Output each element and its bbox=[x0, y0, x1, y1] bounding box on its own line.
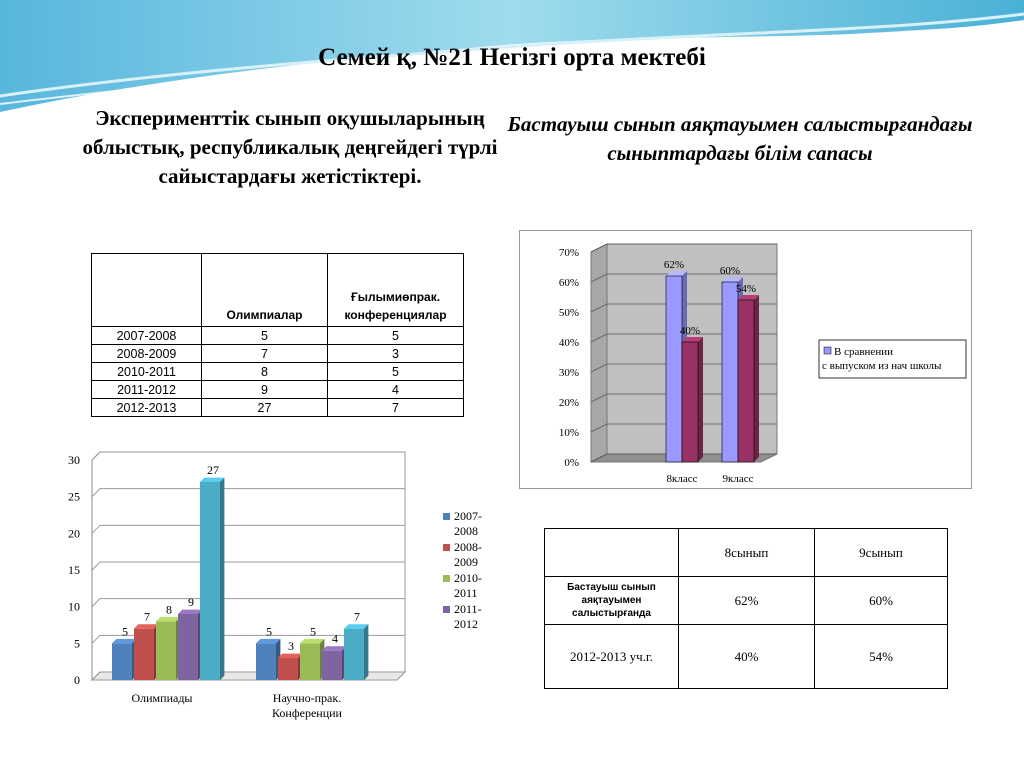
legend-swatch bbox=[443, 544, 450, 551]
table-cell: 2010-2011 bbox=[92, 363, 202, 381]
table-row bbox=[92, 399, 464, 417]
data-label: 8 bbox=[166, 602, 172, 617]
table-cell: 54% bbox=[815, 625, 948, 689]
chart-side-wall bbox=[591, 244, 607, 462]
table-cell: 2012-2013 уч.г. bbox=[545, 625, 679, 689]
table-cell: 9 bbox=[202, 381, 328, 399]
table-cell: 40% bbox=[679, 625, 815, 689]
table-header-cell: Олимпиалар bbox=[202, 254, 328, 327]
y-tick-label: 0 bbox=[74, 673, 80, 687]
table-row bbox=[92, 345, 464, 363]
bar-side bbox=[698, 337, 703, 462]
bar-side bbox=[754, 295, 759, 462]
y-tick-label: 50% bbox=[558, 307, 579, 319]
bar bbox=[322, 651, 342, 680]
y-tick-label: 10% bbox=[558, 427, 579, 439]
bar bbox=[112, 643, 132, 680]
legend-label: В сравнении с выпуском из нач школы bbox=[822, 346, 942, 372]
table-cell: 8 bbox=[202, 363, 328, 381]
table-cell: Бастауыш сынып аяқтауымен салыстырғанда bbox=[545, 577, 679, 625]
data-label: 3 bbox=[288, 639, 294, 653]
data-label: 5 bbox=[266, 624, 272, 639]
table-cell: 3 bbox=[328, 345, 464, 363]
table-cell: 5 bbox=[328, 327, 464, 345]
data-label: 9 bbox=[188, 595, 194, 609]
y-tick-label: 20 bbox=[68, 526, 80, 541]
table-cell: 5 bbox=[202, 327, 328, 345]
table-cell: 7 bbox=[328, 399, 464, 417]
bar bbox=[300, 643, 320, 680]
data-label: 7 bbox=[354, 609, 360, 624]
table-cell: 7 bbox=[202, 345, 328, 363]
table-header-cell bbox=[92, 254, 202, 327]
y-tick-label: 20% bbox=[558, 397, 579, 409]
competition-table bbox=[91, 253, 464, 417]
x-tick-label: 8класс bbox=[666, 473, 698, 485]
table-header-row bbox=[92, 254, 464, 327]
legend-swatch bbox=[443, 513, 450, 520]
table-header-cell: 9сынып bbox=[815, 529, 948, 577]
data-label: 40% bbox=[679, 325, 701, 337]
quality-heading: Бастауыш сынып аяқтауымен салыстырғандағы сыныптардағы білім сапасы bbox=[507, 112, 973, 165]
legend-swatch bbox=[824, 347, 831, 354]
table-cell: 5 bbox=[328, 363, 464, 381]
bar bbox=[738, 300, 754, 462]
table-cell: 62% bbox=[679, 577, 815, 625]
data-label: 7 bbox=[144, 609, 150, 624]
table-cell: 2007-2008 bbox=[92, 327, 202, 345]
y-tick-label: 25 bbox=[68, 489, 80, 504]
bar bbox=[178, 614, 198, 680]
legend-label: 2007-2008 bbox=[454, 509, 482, 538]
y-tick-label: 30% bbox=[558, 367, 579, 379]
data-label: 5 bbox=[122, 624, 128, 639]
bar-side bbox=[364, 624, 368, 680]
table-cell: 2011-2012 bbox=[92, 381, 202, 399]
legend-swatch bbox=[443, 606, 450, 613]
bar bbox=[134, 629, 154, 680]
y-tick-label: 5 bbox=[74, 636, 80, 651]
bar bbox=[666, 276, 682, 462]
bar bbox=[722, 282, 738, 462]
x-tick-label: 9класс bbox=[722, 473, 754, 485]
table-row bbox=[92, 327, 464, 345]
quality-chart bbox=[519, 230, 972, 490]
legend-label: 2008-2009 bbox=[454, 540, 482, 569]
table-row bbox=[545, 577, 948, 625]
competitions-heading: Эксперименттік сынып оқушыларының облыстық, республикалық деңгейдегі түрлі сайыстардағы жетістіктері. bbox=[82, 106, 498, 188]
data-label: 62% bbox=[663, 259, 685, 271]
data-label: 5 bbox=[310, 624, 316, 639]
page-title: Семей қ, №21 Негізгі орта мектебі bbox=[318, 44, 706, 71]
bar bbox=[278, 658, 298, 680]
bar-side bbox=[220, 478, 224, 680]
table-header-cell: 8сынып bbox=[679, 529, 815, 577]
legend-swatch bbox=[443, 575, 450, 582]
competitions-chart bbox=[50, 440, 500, 730]
y-tick-label: 70% bbox=[558, 247, 579, 259]
y-tick-label: 40% bbox=[558, 337, 579, 349]
table-cell: 27 bbox=[202, 399, 328, 417]
y-tick-label: 15 bbox=[68, 563, 80, 577]
table-header-row bbox=[545, 529, 948, 577]
table-header-cell bbox=[545, 529, 679, 577]
data-label: 60% bbox=[719, 265, 741, 277]
legend-label: 2011-2012 bbox=[454, 602, 482, 631]
bar bbox=[344, 629, 364, 680]
table-cell: 2008-2009 bbox=[92, 345, 202, 363]
bar bbox=[256, 643, 276, 680]
bar bbox=[682, 342, 698, 462]
x-tick-label: Научно-прак. Конференции bbox=[272, 691, 342, 720]
table-row bbox=[92, 363, 464, 381]
table-cell: 60% bbox=[815, 577, 948, 625]
table-row bbox=[92, 381, 464, 399]
y-tick-label: 0% bbox=[564, 457, 579, 469]
y-tick-label: 10 bbox=[68, 599, 80, 614]
table-row bbox=[545, 625, 948, 689]
table-cell: 4 bbox=[328, 381, 464, 399]
table-header-cell: Ғылымиөпрак. конференциялар bbox=[328, 254, 464, 327]
table-cell: 2012-2013 bbox=[92, 399, 202, 417]
y-tick-label: 60% bbox=[558, 277, 579, 289]
y-tick-label: 30 bbox=[68, 453, 80, 467]
bar bbox=[156, 621, 176, 680]
legend-label: 2010-2011 bbox=[454, 571, 482, 600]
data-label: 54% bbox=[735, 283, 757, 295]
data-label: 27 bbox=[207, 463, 219, 477]
bar bbox=[200, 482, 220, 680]
quality-table bbox=[544, 528, 948, 689]
x-tick-label: Олимпиады bbox=[131, 691, 193, 705]
data-label: 4 bbox=[332, 631, 338, 646]
